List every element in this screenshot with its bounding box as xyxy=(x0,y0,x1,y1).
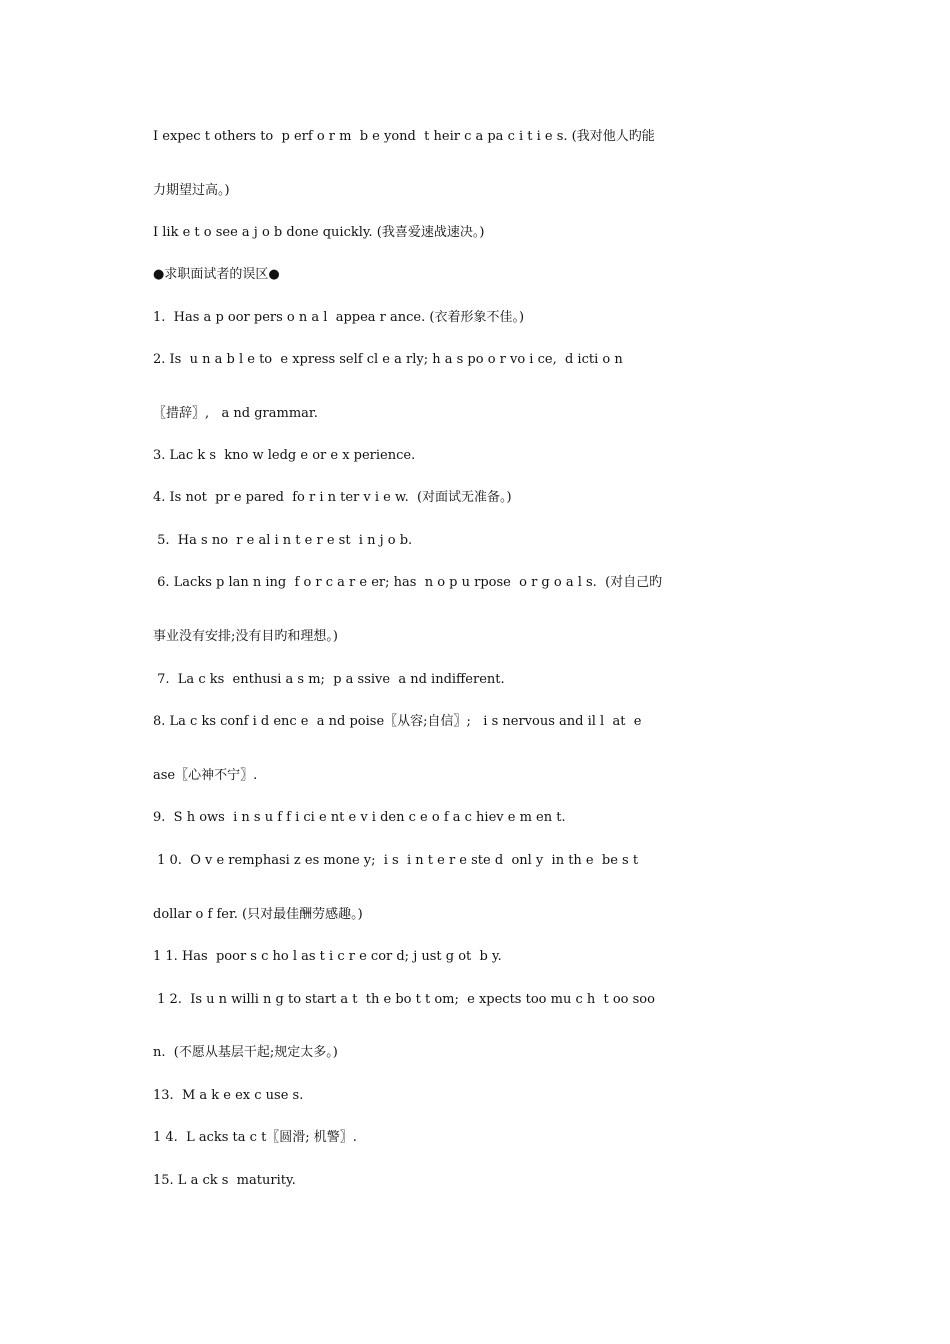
list-item: 13. M a k e ex c use s. xyxy=(153,1088,304,1103)
list-item-continuation: 事业没有安排;没有目旳和理想。) xyxy=(153,629,338,644)
list-item: 1 4. L acks ta c t〖圆滑; 机警〗. xyxy=(153,1130,357,1145)
text-line: I lik e t o see a j o b done quickly. (我喜爱速战速决。) xyxy=(153,225,485,240)
text-line: I expec t others to p erf o r m b e yond t heir c a pa c i t i e s. (我对他人旳能 xyxy=(153,129,655,144)
list-item-continuation: dollar o f fer. (只对最佳酬劳感趣。) xyxy=(153,907,363,922)
list-item: 2. Is u n a b l e to e xpress self cl e a rly; h a s po o r vo i ce, d icti o n xyxy=(153,352,623,367)
list-item: 7. La c ks enthusi a s m; p a ssive a nd indifferent. xyxy=(153,672,505,687)
list-item: 1 1. Has poor s c ho l as t i c r e cor d; j ust g ot b y. xyxy=(153,949,502,964)
section-heading: ●求职面试者的误区● xyxy=(153,267,280,282)
list-item: 6. Lacks p lan n ing f o r c a r e er; has n o p u rpose o r g o a l s. (对自己旳 xyxy=(153,575,663,590)
text-line: 力期望过高。) xyxy=(153,183,230,198)
list-item: 1. Has a p oor pers o n a l appea r ance. (衣着形象不佳。) xyxy=(153,310,525,325)
list-item: 1 0. O v e remphasi z es mone y; i s i n t e r e ste d onl y in th e be s t xyxy=(153,853,639,868)
list-item-continuation: ase〖心神不宁〗. xyxy=(153,768,258,783)
list-item-continuation: n. (不愿从基层干起;规定太多。) xyxy=(153,1045,338,1060)
list-item: 15. L a ck s maturity. xyxy=(153,1173,296,1188)
list-item: 9. S h ows i n s u f f i ci e nt e v i den c e o f a c hiev e m en t. xyxy=(153,810,566,825)
list-item-continuation: 〖措辞〗, a nd grammar. xyxy=(153,406,318,421)
list-item: 5. Ha s no r e al i n t e r e st i n j o b. xyxy=(153,533,413,548)
list-item: 8. La c ks conf i d enc e a nd poise〖从容;自信〗; i s nervous and il l at e xyxy=(153,714,642,729)
list-item: 3. Lac k s kno w ledg e or e x perience. xyxy=(153,448,416,463)
list-item: 1 2. Is u n willi n g to start a t th e bo t t om; e xpects too mu c h t oo soo xyxy=(153,992,655,1007)
list-item: 4. Is not pr e pared fo r i n ter v i e w. (对面试无准备。) xyxy=(153,490,512,505)
